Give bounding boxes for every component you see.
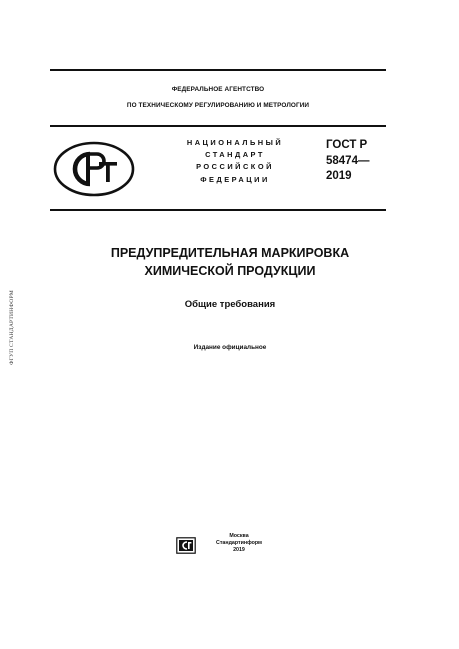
standartinform-logo-icon: [176, 537, 196, 554]
national-standard-line-2: СТАНДАРТ: [205, 150, 265, 160]
designation-line-3: 2019: [326, 170, 352, 182]
standard-block-bottom-rule: [50, 209, 386, 211]
designation-line-1: ГОСТ Р: [326, 139, 368, 151]
imprint-year: 2019: [233, 547, 245, 554]
national-standard-label: [160, 137, 310, 186]
national-standard-line-3: РОССИЙСКОЙ: [196, 162, 274, 172]
top-rule: [50, 69, 386, 71]
imprint: [200, 533, 278, 555]
imprint-publisher: Стандартинформ: [216, 540, 262, 547]
designation-line-2: 58474—: [326, 154, 370, 167]
national-standard-line-1: НАЦИОНАЛЬНЫЙ: [186, 138, 284, 147]
header-bottom-rule: [50, 125, 386, 127]
agency-line-2: ПО ТЕХНИЧЕСКОМУ РЕГУЛИРОВАНИЮ И МЕТРОЛОГИИ: [126, 102, 310, 109]
title-line-1: ПРЕДУПРЕДИТЕЛЬНАЯ МАРКИРОВКА: [110, 246, 350, 260]
national-standard-line-4: ФЕДЕРАЦИИ: [200, 174, 270, 184]
document-title: [40, 244, 420, 280]
gost-r-mark-icon: [52, 140, 136, 198]
agency-line-1: ФЕДЕРАЛЬНОЕ АГЕНТСТВО: [171, 86, 265, 93]
edition-label: Издание официальное: [193, 344, 267, 351]
side-stamp: ФГУП СТАНДАРТИНФОРМ: [9, 290, 15, 365]
title-line-2: ХИМИЧЕСКОЙ ПРОДУКЦИИ: [144, 264, 316, 278]
standard-designation: [326, 138, 369, 185]
imprint-city: Москва: [229, 533, 249, 539]
document-subtitle: Общие требования: [184, 299, 276, 310]
